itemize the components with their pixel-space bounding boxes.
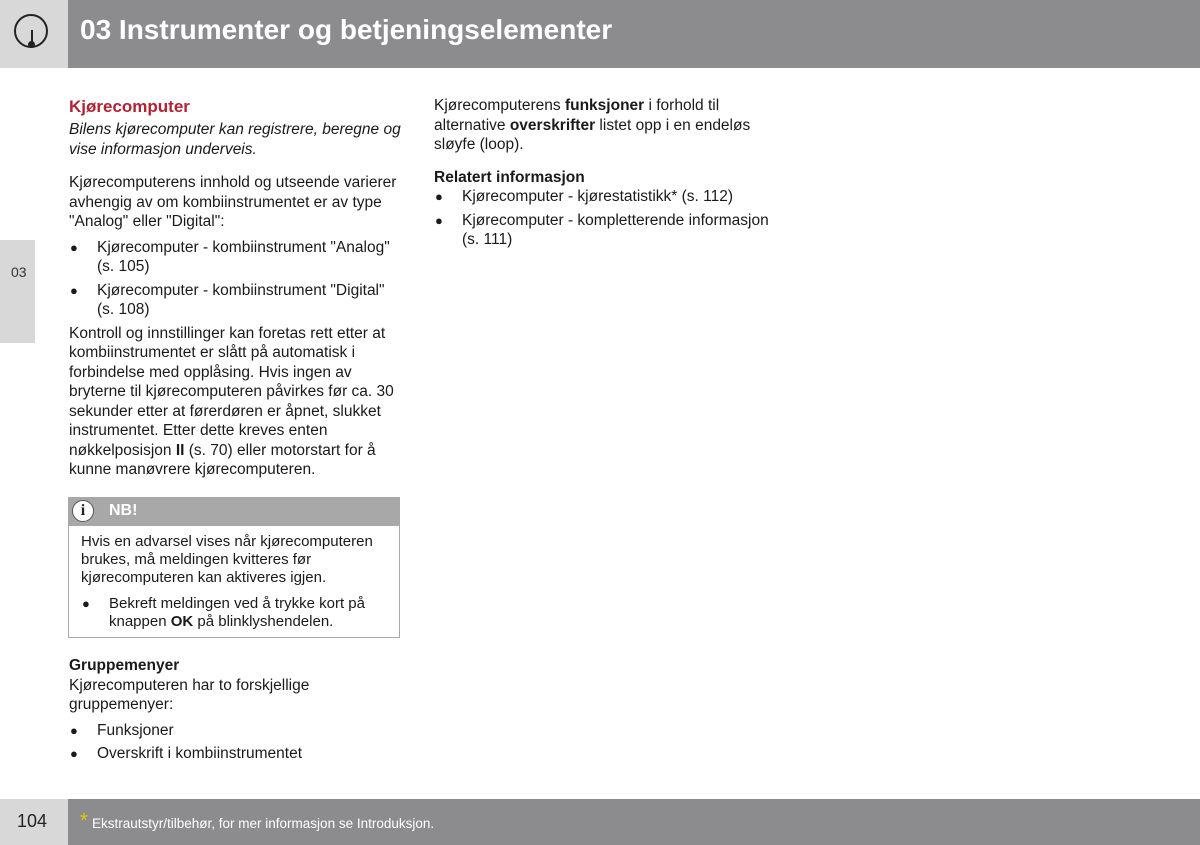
- note-bullet-list: [81, 595, 391, 631]
- speedometer-icon: [14, 14, 48, 48]
- paragraph: Kontroll og innstillinger kan foretas rett etter at kombiinstrumentet er slått på automatisk i forbindelse med opplåsing. Hvis ingen av bryterne til kjørecomputeren påvirkes før ca. 30 sekunder etter at førerdøren er åpnet, slukket instrumentet. Etter dette kreves enten nøkkelposisjon II (s. 70) eller motorstart for å kunne manøvrere kjørecomputeren.: [69, 324, 394, 478]
- note-body: [81, 533, 391, 631]
- page-number-box: [0, 799, 68, 845]
- related-link[interactable]: ● Kjørecomputer - kjørestatistikk* (s. 112): [435, 188, 734, 205]
- chapter-side-tab: [0, 240, 35, 343]
- note-label: NB!: [109, 502, 138, 519]
- related-list: [434, 187, 774, 250]
- list-item: ● Funksjoner: [70, 721, 174, 739]
- info-icon: i: [72, 500, 94, 522]
- note-header: [69, 498, 399, 526]
- bullet-list: [69, 721, 402, 764]
- list-item: ● Kjørecomputer - kombiinstrument "Analog" (s. 105): [70, 238, 390, 275]
- related-link[interactable]: ● Kjørecomputer - kompletterende informasjon (s. 111): [435, 211, 769, 248]
- chapter-icon-box: [0, 0, 68, 68]
- group-menus-section: [69, 656, 402, 764]
- bullet-list: [69, 238, 402, 320]
- note-box: [68, 497, 400, 638]
- list-item: ● Bekreft meldingen ved å trykke kort på knappen OK på blinklyshendelen.: [82, 595, 365, 630]
- chapter-title: 03 Instrumenter og betjeningselementer: [80, 14, 613, 45]
- paragraph: Kjørecomputeren har to forskjellige gruppemenyer:: [69, 676, 310, 713]
- subheading: Gruppemenyer: [69, 657, 180, 674]
- list-item: ● Overskrift i kombiinstrumentet: [70, 745, 302, 762]
- list-item: ● Kjørecomputer - kombiinstrument "Digital" (s. 108): [70, 281, 385, 318]
- footer-note: Ekstrautstyr/tilbehør, for mer informasjon se Introduksjon.: [92, 816, 435, 831]
- side-tab-label: 03: [11, 264, 27, 280]
- paragraph: Kjørecomputerens innhold og utseende varierer avhengig av om kombiinstrumentet er av type "Analog" eller "Digital":: [69, 174, 397, 230]
- footer-bar: [68, 799, 1200, 845]
- subheading: Relatert informasjon: [434, 168, 585, 186]
- page-number: 104: [17, 811, 48, 831]
- intro-text: Bilens kjørecomputer kan registrere, beregne og vise informasjon underveis.: [69, 121, 401, 158]
- left-column: [69, 96, 402, 480]
- note-text: Hvis en advarsel vises når kjørecomputeren brukes, må meldingen kvitteres før kjørecomputeren kan aktiveres igjen.: [81, 533, 373, 586]
- right-column: [434, 96, 774, 250]
- paragraph: Kjørecomputerens funksjoner i forhold til alternative overskrifter listet opp i en endeløs sløyfe (loop).: [434, 97, 751, 153]
- asterisk-icon: *: [80, 810, 88, 832]
- section-title: Kjørecomputer: [69, 97, 190, 116]
- chapter-header: [68, 0, 1200, 68]
